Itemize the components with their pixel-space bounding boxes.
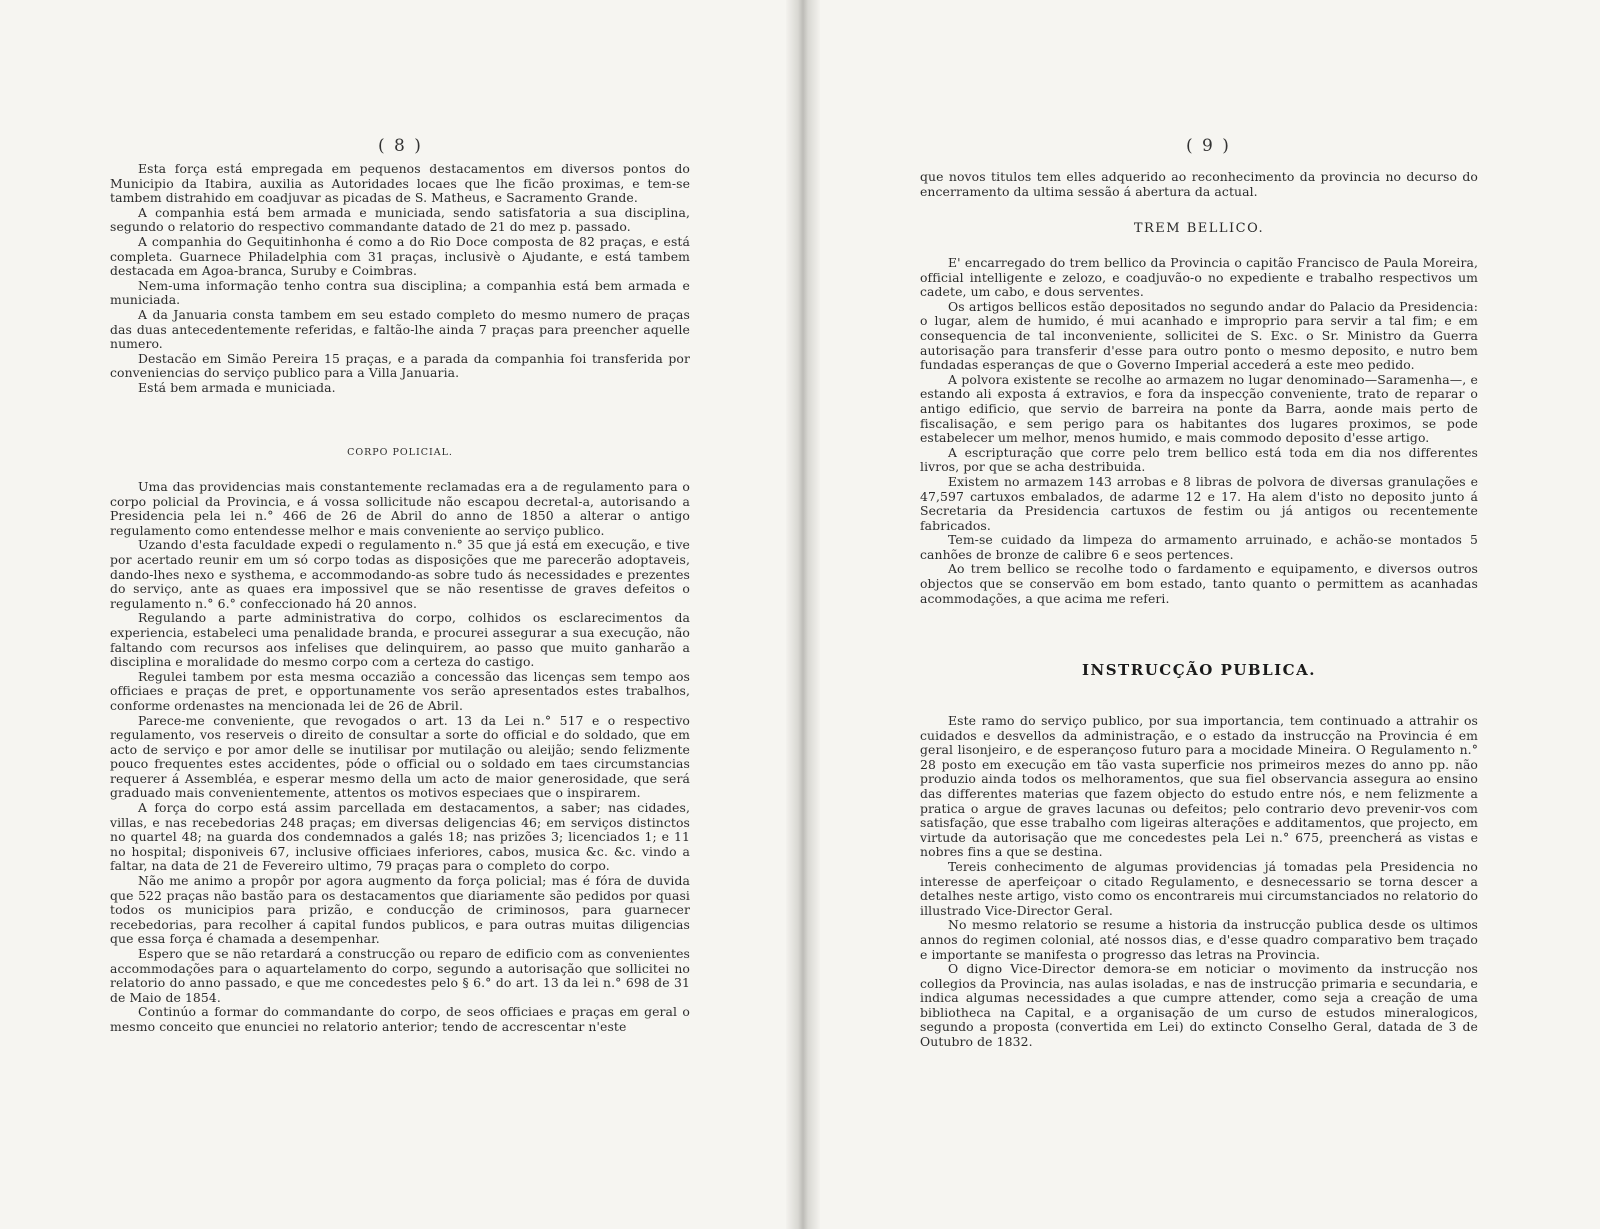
paragraph: A da Januaria consta tambem em seu estado completo do mesmo numero de praças das duas antecedentemente referidas, e faltão-lhe ainda 7 praças para preencher aquelle numero. (110, 306, 690, 352)
section-heading (920, 222, 1478, 237)
paragraph: Existem no armazem 143 arrobas e 8 libras de polvora de diversas granulações e 47,597 cartuxos embalados, de adarme 12 e 17. Ha alem d'isto no deposito junto á Secretaria da Presidencia cartuxos de festim ou já antigos ou recentemente fabricados. (920, 473, 1478, 533)
paragraph: Regulei tambem por esta mesma occazião a concessão das licenças sem tempo aos officiaes e praças de pret, e opportunamente vos serão apresentados estes trabalhos, conforme ordenastes na mencionada lei de 26 de Abril. (110, 668, 690, 713)
paragraph: Nem-uma informação tenho contra sua disciplina; a companhia está bem armada e municiada. (110, 277, 690, 308)
paragraph: Os artigos bellicos estão depositados no segundo andar do Palacio da Presidencia: o lugar, alem de humido, é mui acanhado e improprio para servir a tal fim; e em consequencia de tal inconveniente, sollicitei de S. Exc. o Sr. Ministro da Guerra autorisação para transferir d'esse para outro ponto o mesmo deposito, e nutro bem fundadas esperanças de que o Governo Imperial accederá a este meo pedido. (920, 298, 1478, 373)
paragraph: Destacão em Simão Pereira 15 praças, e a parada da companhia foi transferida por conveniencias do serviço publico para a Villa Januaria. (110, 350, 690, 381)
paragraph: Regulando a parte administrativa do corpo, colhidos os esclarecimentos da experiencia, estabeleci uma penalidade branda, e procurei assegurar a sua execução, não faltando com recursos aos infelises que delinquirem, ao passo que muito ganharão a disciplina e moralidade do mesmo corpo com a certeza do castigo. (110, 610, 690, 670)
right-page (820, 0, 1600, 1229)
page-number: ( 9 ) (1186, 136, 1231, 156)
paragraph: Está bem armada e municiada. (138, 379, 336, 395)
page-number: ( 8 ) (378, 136, 423, 156)
paragraph: Tem-se cuidado da limpeza do armamento arruinado, e achão-se montados 5 canhões de bronze de calibre 6 e seos pertences. (920, 532, 1478, 562)
paragraph: A polvora existente se recolhe ao armazem no lugar denominado—Saramenha—, e estando ali exposta á extravios, e fora da inspecção conveniente, trato de reparar o antigo edificio, que servio de barreira na ponte da Barra, aonde mais perto de fiscalisação, e sem perigo para os habitantes dos lugares proximos, se pode estabelecer um melhor, menos humido, e mais commodo deposito d'esse artigo. (920, 371, 1478, 446)
text-block (110, 162, 690, 396)
paragraph: A companhia do Gequitinhonha é como a do Rio Doce composta de 82 praças, e está completa. Guarnece Philadelphia com 31 praças, inclusivè o Ajudante, e está tambem destacada em Agoa-branca, Suruby e Coimbras. (110, 233, 690, 279)
heading-corpo-policial: CORPO POLICIAL. (347, 447, 453, 458)
section-heading (920, 663, 1478, 678)
paragraph: Parece-me conveniente, que revogados o art. 13 da Lei n.° 517 e o respectivo regulamento, vos reserveis o direito de consultar a sorte do official e do soldado, que em acto de serviço e por amor delle se inutilisar por mutilação ou aleijão; sendo felizmente pouco frequentes estes accidentes, póde o official ou o soldado em taes circumstancias requerer á Assembléa, e esperar mesmo della um acto de maior generosidade, que será graduado mais convenientemente, attentos os motivos especiaes que o inspirarem. (110, 712, 690, 801)
paragraph: Esta força está empregada em pequenos destacamentos em diversos pontos do Municipio da Itabira, auxilia as Autoridades locaes que lhe ficão proximas, e tem-se tambem distrahido em coadjuvar as picadas de S. Matheus, e Sacramento Grande. (110, 161, 690, 206)
text-block (920, 170, 1478, 199)
paragraph: Uma das providencias mais constantemente reclamadas era a de regulamento para o corpo policial da Provincia, e á vossa sollicitude não escapou decretal-a, autorisando a Presidencia pela lei n.° 466 de 26 de Abril do anno de 1850 a alterar o antigo regulamento como entendesse melhor e mais conveniente ao serviço publico. (110, 479, 690, 538)
heading-trem-bellico: TREM BELLICO. (1133, 221, 1265, 236)
heading-instruccao-publica: INSTRUCÇÃO PUBLICA. (1082, 661, 1316, 679)
paragraph: A companhia está bem armada e municiada, sendo satisfatoria a sua disciplina, segundo o relatorio do respectivo commandante datado de 21 do mez p. passado. (110, 204, 690, 235)
text-block (110, 480, 690, 1035)
paragraph: A escripturação que corre pelo trem bellico está toda em dia nos differentes livros, por que se acha destribuida. (920, 444, 1478, 475)
paragraph: O digno Vice-Director demora-se em noticiar o movimento da instrucção nos collegios da Provincia, nas aulas isoladas, e nas de instrucção primaria e secundaria, e indica algumas necessidades a que cumpre attender, como seja a creação de uma bibliotheca na Capital, e a organisação de um curso de estudos mineralogicos, segundo a proposta (convertida em Lei) do extincto Conselho Geral, datada de 3 de Outubro de 1832. (920, 961, 1478, 1050)
paragraph: Não me animo a propôr por agora augmento da força policial; mas é fóra de duvida que 522 praças não bastão para os destacamentos que diariamente são pedidos por quasi todos os municipios para prizão, e conducção de criminosos, para guarnecer recebedorias, para recolher á capital fundos publicos, e para outras muitas diligencias que essa força é chamada a desempenhar. (110, 873, 690, 947)
paragraph: Uzando d'esta faculdade expedi o regulamento n.° 35 que já está em execução, e tive por acertado reunir em um só corpo todas as disposições que me parecerão adoptaveis, dando-lhes nexo e systhema, e accommodando-as sobre tudo ás necessidades e prezentes do serviço, ante as quaes era impossivel que se não resentisse de graves defeitos o regulamento n.° 6.° confeccionado há 20 annos. (110, 537, 690, 611)
paragraph: A força do corpo está assim parcellada em destacamentos, a saber; nas cidades, villas, e nas recebedorias 248 praças; em diversas deligencias 46; em serviços distinctos no quartel 48; na guarda dos condemnados a galés 18; nas prizões 3; licenciados 1; e 11 no hospital; disponiveis 67, inclusive officiaes inferiores, cabos, musica &c. &c. vindo a faltar, na data de 21 de Fevereiro ultimo, 79 praças para o completo do corpo. (110, 800, 690, 874)
paragraph: Espero que se não retardará a construcção ou reparo de edificio com as convenientes accommodações para o aquartelamento do corpo, segundo a autorisação que sollicitei no relatorio do anno passado, e que me concedestes pelo § 6.° do art. 13 da lei n.° 698 de 31 de Maio de 1854. (110, 946, 690, 1005)
paragraph: Ao trem bellico se recolhe todo o fardamento e equipamento, e diversos outros objectos que se conservão em bom estado, tanto quanto o permittem as acanhadas acommodações, a que acima me referi. (920, 561, 1478, 606)
section-heading (110, 446, 690, 461)
left-page (0, 0, 786, 1229)
text-block (920, 714, 1478, 1050)
paragraph: que novos titulos tem elles adquerido ao reconhecimento da provincia no decurso do encerramento da ultima sessão á abertura da actual. (920, 169, 1478, 199)
paragraph: Este ramo do serviço publico, por sua importancia, tem continuado a attrahir os cuidados e desvellos da administração, e o estado da instrucção na Provincia é em geral lisonjeiro, e de esperançoso futuro para a mocidade Mineira. O Regulamento n.° 28 posto em execução em tão vasta superficie nos primeiros mezes do anno pp. não produzio ainda todos os melhoramentos, que sua fiel observancia assegura ao ensino das differentes materias que fazem objecto do estudo entre nós, e nem felizmente a pratica o argue de graves lacunas ou defeitos; pelo contrario devo prevenir-vos com satisfação, que esse trabalho com ligeiras alterações e additamentos, que projecto, em virtude da autorisação que me concedestes pela Lei n.° 675, preencherá as vistas e nobres fins a que se destina. (920, 713, 1478, 860)
text-block (920, 256, 1478, 606)
paragraph: Continúo a formar do commandante do corpo, de seos officiaes e praças em geral o mesmo conceito que enunciei no relatorio anterior; tendo de accrescentar n'este (110, 1004, 690, 1034)
book-gutter (786, 0, 820, 1229)
paragraph: No mesmo relatorio se resume a historia da instrucção publica desde os ultimos annos do regimen colonial, até nossos dias, e d'esse quadro comparativo bem traçado e importante se manifesta o progresso das letras na Provincia. (920, 917, 1478, 962)
paragraph: E' encarregado do trem bellico da Provincia o capitão Francisco de Paula Moreira, official intelligente e zelozo, e coadjuvão-o no expediente e trabalho respectivos um cadete, um cabo, e dous serventes. (920, 255, 1478, 300)
paragraph: Tereis conhecimento de algumas providencias já tomadas pela Presidencia no interesse de aperfeiçoar o citado Regulamento, e desnecessario se torna descer a detalhes neste artigo, visto como os encontrareis mui circumstanciados no relatorio do illustrado Vice-Director Geral. (920, 858, 1478, 918)
